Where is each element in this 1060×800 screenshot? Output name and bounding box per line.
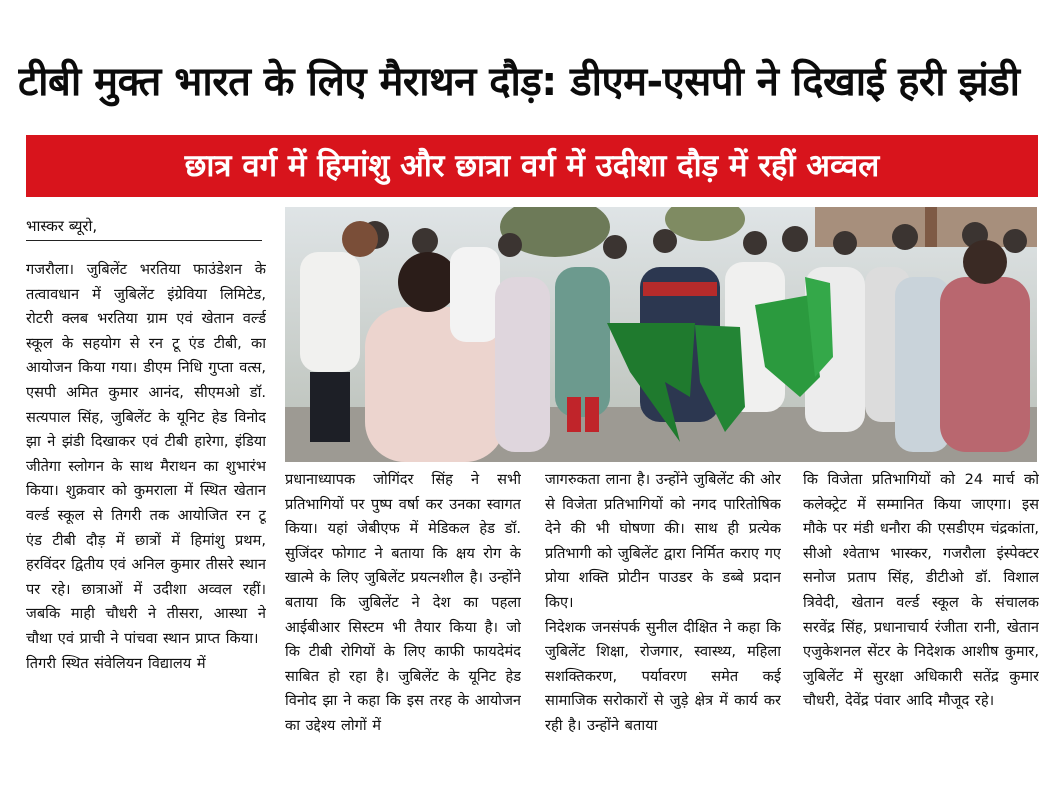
byline: भास्कर ब्यूरो, — [26, 212, 262, 241]
article-column-1 — [26, 258, 266, 786]
column-1-paragraph-2: तिगरी स्थित संवेलियन विद्यालय में — [26, 654, 206, 672]
article-column-4 — [803, 468, 1039, 786]
column-3-paragraph-2: निदेशक जनसंपर्क सुनील दीक्षित ने कहा कि जुबिलेंट शिक्षा, रोजगार, स्वास्थ्य, महिला सशक्तिकरण, पर्यावरण समेत कई सामाजिक सरोकारों से जुड़े क्षेत्र में कार्य कर रही है। उन्होंने बताया — [545, 618, 781, 734]
photo-illustration — [285, 207, 1037, 462]
event-photo — [285, 207, 1037, 462]
article-column-3 — [545, 468, 781, 786]
column-1-paragraph: गजरौला। जुबिलेंट भरतिया फाउंडेशन के तत्वावधान में जुबिलेंट इंग्रेविया लिमिटेड, रोटरी क्लब भरतिया ग्राम एवं खेतान वर्ल्ड स्कूल के सहयोग से रन टू एंड टीबी, का आयोजन किया गया। डीएम निधि गुप्ता वत्स, एसपी अमित कुमार आनंद, सीएमओ डॉ. सत्यपाल सिंह, जुबिलेंट के यूनिट हेड विनोद झा ने झंडी दिखाकर एवं टीबी हारेगा, इंडिया जीतेगा स्लोगन के साथ मैराथन का शुभारंभ किया। शुक्रवार को कुमराला में स्थित खेतान वर्ल्ड स्कूल से तिगरी तक आयोजित रन टू एंड टीबी दौड़ में छात्रों में हिमांशु प्रथम, हरविंदर द्वितीय एवं अनिल कुमार तीसरे स्थान पर रहे। छात्राओं में उदीशा अव्वल रहीं। जबकि माही चौधरी ने तीसरा, आस्था ने चौथा एवं प्राची ने पांचवा स्थान प्राप्त किया। — [26, 261, 266, 647]
column-2-paragraph: प्रधानाध्यापक जोगिंदर सिंह ने सभी प्रतिभागियों पर पुष्प वर्षा कर उनका स्वागत किया। यहां जेबीएफ में मेडिकल हेड डॉ. सुजिंदर फोगाट ने बताया कि क्षय रोग के खात्मे के लिए जुबिलेंट प्रयत्नशील है। उन्होंने बताया कि जुबिलेंट ने देश का पहला आईबीआर सिस्टम भी तैयार किया है। जो कि टीबी रोगियों के लिए काफी फायदेमंद साबित हो रहा है। जुबिलेंट के यूनिट हेड विनोद झा ने कहा कि इस तरह के आयोजन का उद्देश्य लोगों में — [285, 471, 521, 734]
headline: टीबी मुक्त भारत के लिए मैराथन दौड़: डीएम-एसपी ने दिखाई हरी झंडी — [18, 59, 1020, 105]
column-3-paragraph: जागरुकता लाना है। उन्होंने जुबिलेंट की ओर से विजेता प्रतिभागियों को नगद पारितोषिक देने की भी घोषणा की। साथ ही प्रत्येक प्रतिभागी को जुबिलेंट द्वारा निर्मित कराए गए प्रोया शक्ति प्रोटीन पाउडर के डब्बे प्रदान किए। — [545, 471, 781, 611]
column-4-paragraph: कि विजेता प्रतिभागियों को 24 मार्च को कलेक्ट्रेट में सम्मानित किया जाएगा। इस मौके पर मंडी धनौरा की एसडीएम चंद्रकांता, सीओ श्वेताभ भास्कर, गजरौला इंस्पेक्टर सनोज प्रताप सिंह, डीटीओ डॉ. विशाल त्रिवेदी, खेतान वर्ल्ड स्कूल के संचालक सरवेंद्र सिंह, प्रधानाचार्य रंजीता रानी, खेतान एजुकेशनल सेंटर के निदेशक आशीष कुमार, जुबिलेंट में सुरक्षा अधिकारी सतेंद्र कुमार चौधरी, देवेंद्र पंवार आदि मौजूद रहे। — [803, 471, 1039, 710]
article-column-2 — [285, 468, 521, 786]
subheadline-banner: छात्र वर्ग में हिमांशु और छात्रा वर्ग में उदीशा दौड़ में रहीं अव्वल — [26, 135, 1038, 197]
